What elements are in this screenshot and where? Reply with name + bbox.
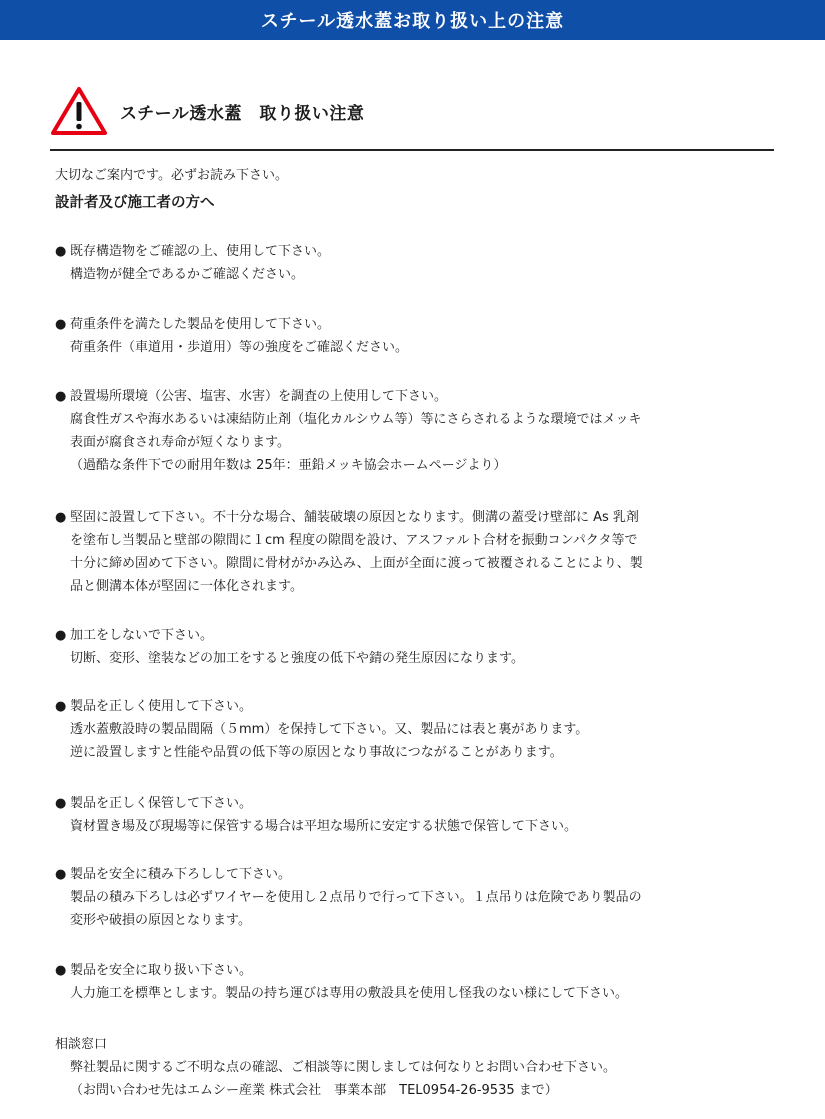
notice-title: 製品を安全に積み下ろしして下さい。 (70, 867, 292, 882)
notice-title: 荷重条件を満たした製品を使用して下さい。 (70, 317, 331, 332)
bullet-icon: ● (55, 244, 67, 259)
notice-line: （過酷な条件下での耐用年数は 25年：亜鉛メッキ協会ホームページより） (70, 458, 507, 473)
warning-triangle-icon (50, 86, 108, 136)
notice-title: 堅固に設置して下さい。不十分な場合、舗装破壊の原因となります。側溝の蓋受け壁部に As 乳剤 (70, 510, 639, 525)
notice-title: 既存構造物をご確認の上、使用して下さい。 (70, 244, 331, 259)
notice-line: 製品の積み下ろしは必ずワイヤーを使用し２点吊りで行って下さい。１点吊りは危険であり製品の (70, 890, 642, 905)
contact-line: 弊社製品に関するご不明な点の確認、ご相談等に関しましては何なりとお問い合わせ下さい。 (70, 1060, 617, 1075)
bullet-icon: ● (55, 510, 67, 525)
notice-title: 製品を安全に取り扱い下さい。 (70, 963, 253, 978)
warning-header (50, 86, 364, 136)
notice-section (55, 959, 780, 1005)
notice-line: 切断、変形、塗装などの加工をすると強度の低下や錆の発生原因になります。 (70, 651, 524, 666)
notice-line: 逆に設置しますと性能や品質の低下等の原因となり事故につながることがあります。 (70, 745, 563, 760)
notice-title: 設置場所環境（公害、塩害、水害）を調査の上使用して下さい。 (70, 389, 448, 404)
header-banner (0, 0, 825, 40)
notice-line: 腐食性ガスや海水あるいは凍結防止剤（塩化カルシウム等）等にさらされるような環境ではメッキ (70, 412, 642, 427)
contact-line: （お問い合わせ先はエムシー産業 株式会社 事業本部 TEL0954-26-9535 まで） (70, 1083, 558, 1098)
notice-section (55, 313, 780, 359)
notice-line: 変形や破損の原因となります。 (70, 913, 251, 928)
notice-title: 加工をしないで下さい。 (70, 628, 214, 643)
contact-section (55, 1033, 785, 1102)
notice-line: を塗布し当製品と壁部の隙間に１cm 程度の隙間を設け、アスファルト合材を振動コンパクタ等で (70, 533, 638, 548)
bullet-icon: ● (55, 699, 67, 714)
contact-title: 相談窓口 (55, 1037, 108, 1052)
bullet-icon: ● (55, 963, 67, 978)
notice-section (55, 385, 780, 477)
notice-section (55, 695, 780, 764)
notice-section (55, 240, 780, 286)
notice-line: 資材置き場及び現場等に保管する場合は平坦な場所に安定する状態で保管して下さい。 (70, 819, 578, 834)
notice-section (55, 624, 780, 670)
notice-line: 表面が腐食され寿命が短くなります。 (70, 435, 290, 450)
notice-section (55, 863, 780, 932)
warning-title: スチール透水蓋 取り扱い注意 (120, 103, 365, 124)
intro-text: 大切なご案内です。必ずお読み下さい。 (55, 168, 288, 183)
notice-section (55, 792, 780, 838)
bullet-icon: ● (55, 628, 67, 643)
bullet-icon: ● (55, 317, 67, 332)
notice-title: 製品を正しく使用して下さい。 (70, 699, 253, 714)
divider (50, 149, 774, 151)
audience-heading: 設計者及び施工者の方へ (55, 195, 215, 211)
notice-line: 構造物が健全であるかご確認ください。 (70, 267, 305, 282)
notice-line: 人力施工を標準とします。製品の持ち運びは専用の敷設具を使用し怪我のない様にして下さい。 (70, 986, 628, 1001)
notice-section (55, 506, 780, 598)
notice-title: 製品を正しく保管して下さい。 (70, 796, 253, 811)
notice-line: 十分に締め固めて下さい。隙間に骨材がかみ込み、上面が全面に渡って被覆されることにより、製 (70, 556, 643, 571)
bullet-icon: ● (55, 867, 67, 882)
bullet-icon: ● (55, 796, 67, 811)
banner-title: スチール透水蓋お取り扱い上の注意 (260, 11, 565, 32)
bullet-icon: ● (55, 389, 67, 404)
notice-line: 品と側溝本体が堅固に一体化されます。 (70, 579, 303, 594)
notice-line: 荷重条件（車道用・歩道用）等の強度をご確認ください。 (70, 340, 409, 355)
notice-line: 透水蓋敷設時の製品間隔（５mm）を保持して下さい。又、製品には表と裏があります。 (70, 722, 589, 737)
